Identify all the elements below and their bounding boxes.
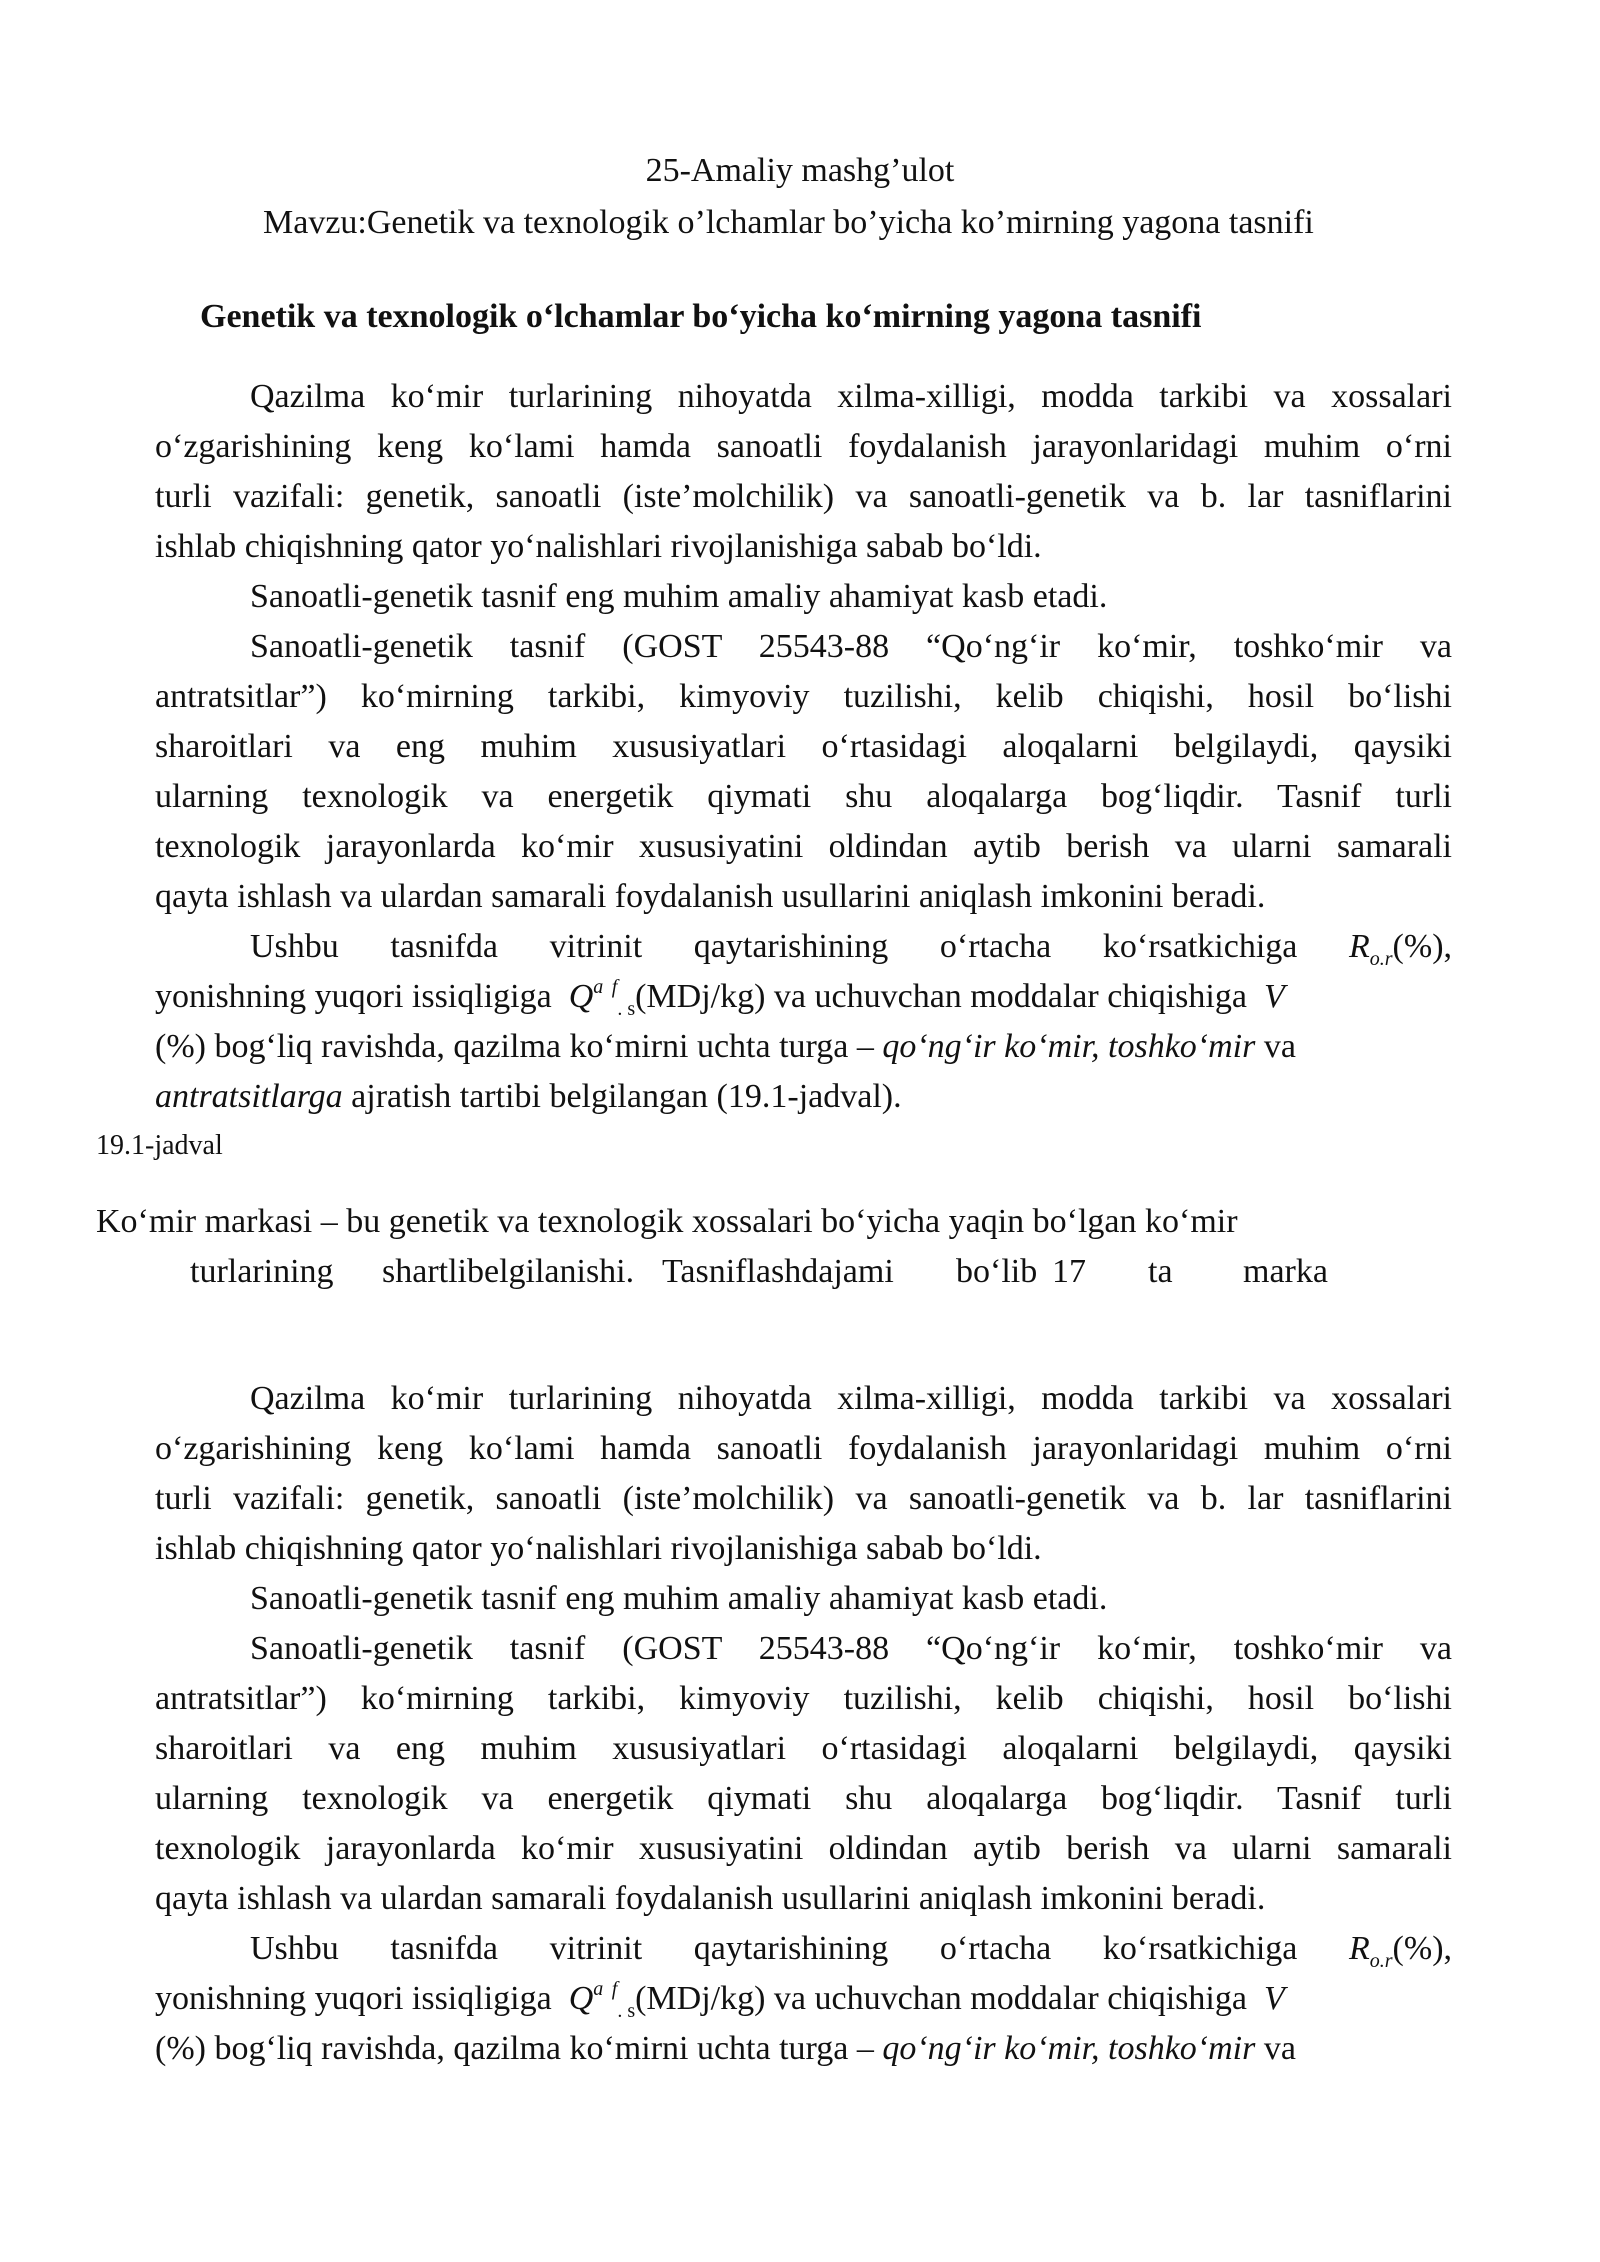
volatile-symbol: V: [1263, 978, 1285, 1015]
para4-line-2: yonishning yuqori issiqligiga $Q^a$ $^f_{. s}$(MDj/kg) va uchuvchan moddalar chiqishiga V: [155, 976, 1285, 1020]
para3-line-3: sharoitlari va eng muhim xususiyatlari o‘rtasidagi aloqalarni belgilaydi, qaysiki: [155, 728, 1452, 765]
heat-symbol: $Q^a$ $^f_{. s}$: [568, 1978, 636, 2022]
para4-line-1: Ushbu tasnifda vitrinit qaytarishining o‘rtacha ko‘rsatkichiga $R_{o.r}(\%)$,: [250, 928, 1453, 970]
para3-line-1: Sanoatli-genetik tasnif (GOST 25543-88 “Qo‘ng‘ir ko‘mir, toshko‘mir va: [250, 628, 1452, 665]
heat-symbol: $Q^a$ $^f_{. s}$: [568, 976, 636, 1020]
para2b: Sanoatli-genetik tasnif eng muhim amaliy ahamiyat kasb etadi.: [250, 1580, 1108, 1617]
para4b-line-2: yonishning yuqori issiqligiga $Q^a$ $^f_{. s}$(MDj/kg) va uchuvchan moddalar chiqishiga V: [155, 1978, 1285, 2022]
table-caption: 19.1-jadval: [96, 1130, 223, 1161]
marka-line-1: Ko‘mir markasi – bu genetik va texnologik xossalari bo‘yicha yaqin bo‘lgan ko‘mir: [96, 1203, 1238, 1240]
para3b-line-6: qayta ishlash va ulardan samarali foydalanish usullarini aniqlash imkonini beradi.: [155, 1880, 1266, 1917]
para3-line-4: ularning texnologik va energetik qiymati shu aloqalarga bog‘liqdir. Tasnif turli: [155, 778, 1452, 815]
para1-line-1: Qazilma ko‘mir turlarining nihoyatda xilma-xilligi, modda tarkibi va xossalari: [250, 378, 1452, 415]
para4-line-4: antratsitlarga ajratish tartibi belgilangan (19.1-jadval).: [155, 1078, 902, 1115]
para1-line-3: turli vazifali: genetik, sanoatli (iste’molchilik) va sanoatli-genetik va b. lar tasniflarini: [155, 478, 1452, 515]
header-line-2: Mavzu:Genetik va texnologik o’lchamlar bo’yicha ko’mirning yagona tasnifi: [263, 204, 1314, 241]
para3b-line-5: texnologik jarayonlarda ko‘mir xususiyatini oldindan aytib berish va ularni samarali: [155, 1830, 1452, 1867]
para1b-line-4: ishlab chiqishning qator yo‘nalishlari rivojlanishiga sabab bo‘ldi.: [155, 1530, 1042, 1567]
para3b-line-1: Sanoatli-genetik tasnif (GOST 25543-88 “Qo‘ng‘ir ko‘mir, toshko‘mir va: [250, 1630, 1452, 1667]
para1b-line-2: o‘zgarishining keng ko‘lami hamda sanoatli foydalanish jarayonlaridagi muhim o‘rni: [155, 1430, 1452, 1467]
para4b-line-1: Ushbu tasnifda vitrinit qaytarishining o‘rtacha ko‘rsatkichiga $R_{o.r}(\%)$,: [250, 1930, 1453, 1972]
para1-line-2: o‘zgarishining keng ko‘lami hamda sanoatli foydalanish jarayonlaridagi muhim o‘rni: [155, 428, 1452, 465]
section-title: Genetik va texnologik o‘lchamlar bo‘yicha ko‘mirning yagona tasnifi: [200, 298, 1202, 335]
para1b-line-3: turli vazifali: genetik, sanoatli (iste’molchilik) va sanoatli-genetik va b. lar tasniflarini: [155, 1480, 1452, 1517]
reflectance-symbol: $R_{o.r}(\%)$,: [1348, 928, 1453, 970]
reflectance-symbol: $R_{o.r}(\%)$,: [1348, 1930, 1453, 1972]
para4-line-3: (%) bog‘liq ravishda, qazilma ko‘mirni uchta turga – qo‘ng‘ir ko‘mir, toshko‘mir va: [155, 1028, 1296, 1065]
para1b-line-1: Qazilma ko‘mir turlarining nihoyatda xilma-xilligi, modda tarkibi va xossalari: [250, 1380, 1452, 1417]
header-line-1: 25-Amaliy mashg’ulot: [645, 152, 955, 189]
para3b-line-4: ularning texnologik va energetik qiymati shu aloqalarga bog‘liqdir. Tasnif turli: [155, 1780, 1452, 1817]
para2: Sanoatli-genetik tasnif eng muhim amaliy ahamiyat kasb etadi.: [250, 578, 1108, 615]
para3b-line-3: sharoitlari va eng muhim xususiyatlari o‘rtasidagi aloqalarni belgilaydi, qaysiki: [155, 1730, 1452, 1767]
para1-line-4: ishlab chiqishning qator yo‘nalishlari rivojlanishiga sabab bo‘ldi.: [155, 528, 1042, 565]
para4b-line-3: (%) bog‘liq ravishda, qazilma ko‘mirni uchta turga – qo‘ng‘ir ko‘mir, toshko‘mir va: [155, 2030, 1296, 2067]
para3-line-6: qayta ishlash va ulardan samarali foydalanish usullarini aniqlash imkonini beradi.: [155, 878, 1266, 915]
para3-line-5: texnologik jarayonlarda ko‘mir xususiyatini oldindan aytib berish va ularni samarali: [155, 828, 1452, 865]
para3-line-2: antratsitlar”) ko‘mirning tarkibi, kimyoviy tuzilishi, kelib chiqishi, hosil bo‘lishi: [155, 678, 1452, 715]
volatile-symbol: V: [1263, 1980, 1285, 2017]
para3b-line-2: antratsitlar”) ko‘mirning tarkibi, kimyoviy tuzilishi, kelib chiqishi, hosil bo‘lishi: [155, 1680, 1452, 1717]
